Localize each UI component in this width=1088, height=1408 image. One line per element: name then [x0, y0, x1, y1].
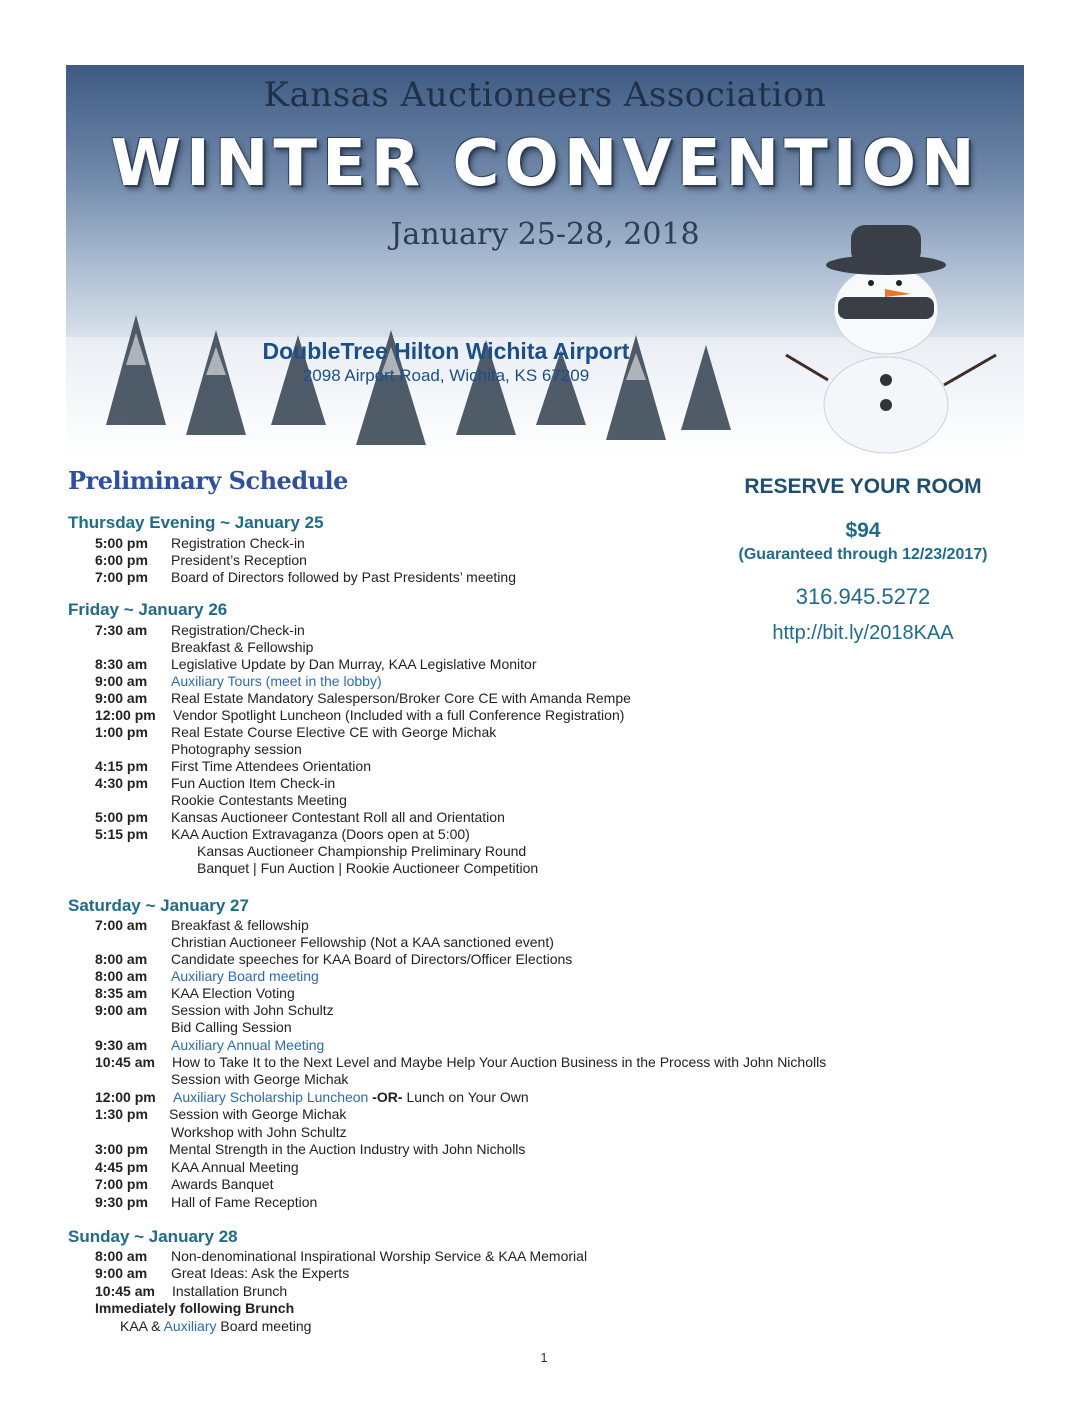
schedule-title: Preliminary Schedule [68, 466, 348, 495]
page: Kansas Auctioneers Association WINTER CONVENTION January 25-28, 2018 DoubleTree Hilton Wichita Airport 2098 Airport Road, Wichita, KS 67209 Preliminary Schedule Thursday Evening ~ January 25 5:00 pm Registration Check-in 6:00 pm President’s Reception 7:00 pm Board of Directors followed by Past Presidents’ meeting Friday ~ January 26 7:30 am Registration/Check-in Breakfast & Fellowship 8:30 am Legislative Update by Dan Murray, KAA Legislative Monitor 9:00 am Auxiliary Tours (meet in the lobby) 9:00 am Real Estate Mandatory Salesperson/Broker Core CE with Amanda Rempe 12:00 pm Vendor Spotlight Luncheon (Included with a full Conference Registration) 1:00 pm Real Estate Course Elective CE with George Michak Photography session 4:15 pm First Time Attendees Orientation 4:30 pm Fun Auction Item Check-in Rookie Contestants Meeting 5:00 pm Kansas Auctioneer Contestant Roll all and Orientation 5:15 pm KAA Auction Extravaganza (Doors open at 5:00) Kansas Auctioneer Championship Preliminary Round Banquet | Fun Auction | Rookie Auctioneer Competition Saturday ~ January 27 7:00 am Breakfast & fellowship Christian Auctioneer Fellowship (Not a KAA sanctioned event) 8:00 am Candidate speeches for KAA Board of Directors/Officer Elections 8:00 am Auxiliary Board meeting 8:35 am KAA Election Voting 9:00 am Session with John Schultz Bid Calling Session 9:30 am Auxiliary Annual Meeting 10:45 am How to Take It to the Next Level and Maybe Help Your Auction Business in the Process with John Nicholls Session with George Michak 12:00 pm Auxiliary Scholarship Luncheon -OR- Lunch on Your Own 1:30 pm Session with George Michak Workshop with John Schultz 3:00 pm Mental Strength in the Auction Industry with John Nicholls 4:45 pm KAA Annual Meeting 7:00 pm Awards Banquet 9:30 pm Hall of Fame Reception Sunday ~ January 28 8:00 am Non-denominational Inspirational Worship Service & KAA Memorial 9:00 am Great Ideas: Ask the Experts 10:45 am Installation Brunch Immediately following Brunch KAA & Auxiliary Board meeting RESERVE YOUR ROOM $94 (Guaranteed through 12/23/2017) 316.945.5272 http://bit.ly/2018KAA 1 [0, 0, 1088, 1408]
auxiliary-luncheon-text: Auxiliary Scholarship Luncheon [173, 1089, 369, 1105]
day-heading-saturday: Saturday ~ January 27 [68, 896, 249, 915]
venue-name: DoubleTree Hilton Wichita Airport [262, 338, 630, 364]
reservation-phone[interactable]: 316.945.5272 [795, 584, 931, 609]
convention-dates: January 25-28, 2018 [390, 217, 700, 252]
convention-title: WINTER CONVENTION [110, 127, 980, 201]
following-brunch-item: KAA & Auxiliary Board meeting [120, 1318, 312, 1334]
price-guarantee: (Guaranteed through 12/23/2017) [738, 546, 988, 563]
day-heading-friday: Friday ~ January 26 [68, 600, 228, 619]
auxiliary-text: Auxiliary [163, 1318, 217, 1334]
day-heading-sunday: Sunday ~ January 28 [68, 1227, 238, 1246]
or-separator: -OR- [372, 1089, 403, 1105]
room-price: $94 [845, 519, 881, 542]
association-name: Kansas Auctioneers Association [263, 75, 827, 115]
day-heading-thursday: Thursday Evening ~ January 25 [68, 513, 324, 532]
venue-address: 2098 Airport Road, Wichita, KS 67209 [302, 366, 590, 385]
reservation-link[interactable]: http://bit.ly/2018KAA [772, 622, 954, 644]
lunch-own-text: Lunch on Your Own [406, 1089, 529, 1105]
following-brunch-heading: Immediately following Brunch [95, 1300, 295, 1316]
convention-banner [66, 65, 1024, 457]
reserve-room-heading: RESERVE YOUR ROOM [744, 475, 982, 498]
page-number: 1 [540, 1350, 548, 1365]
